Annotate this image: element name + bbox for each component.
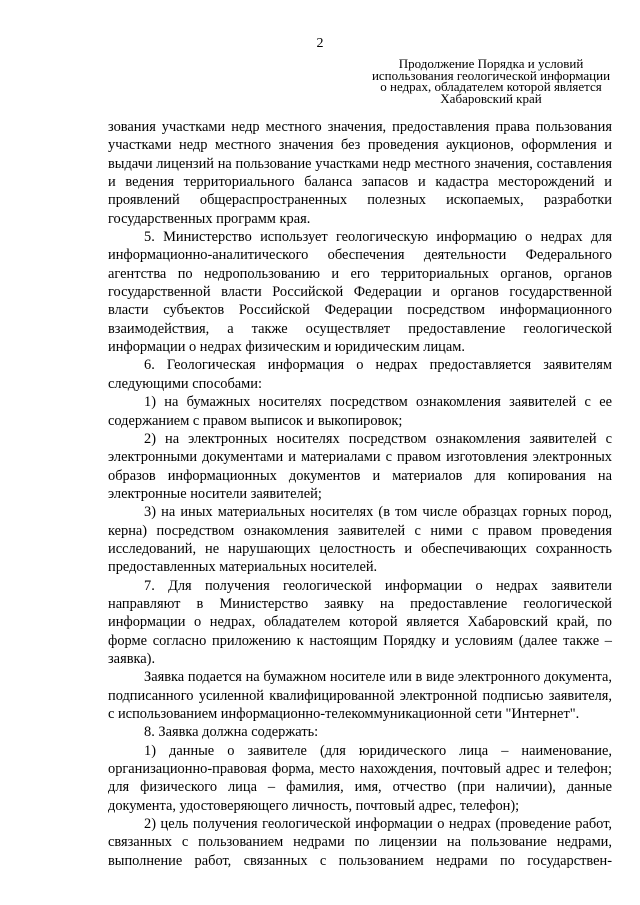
paragraph-subitem-6-3: 3) на иных материальных носителях (в том числе образцах горных пород, керна) посредством ознакомления заявителей с ними с правом проведения исследований, не нарушающих целостность и обеспечивающих сохранность предоставленных материальных носителей. [108, 504, 612, 576]
paragraph-item-5: 5. Министерство использует геологическую информацию о недрах для информационно-аналитического обеспечения деятельности Федерального агентства по недропользованию и его территориальных органов, органов государственной власти Российской Федерации и органов государственной власти субъектов Российской Федерации посредством информационного взаимодействия, а также осуществляет предоставление геологической информации о недрах физическим и юридическим лицам. [108, 229, 612, 356]
paragraph-subitem-8-1: 1) данные о заявителе (для юридического лица – наименование, организационно-правовая форма, место нахождения, почтовый адрес и телефон; для физического лица – фамилия, имя, отчество (при наличии), данные документа, удостоверяющего личность, почтовый адрес, телефон); [108, 742, 612, 814]
paragraph-subitem-6-2: 2) на электронных носителях посредством ознакомления заявителей с электронными документами и материалами с правом изготовления электронных образов информационных документов и материалов для копирования на электронные носители заявителей; [108, 430, 612, 502]
paragraph-continuation: зования участками недр местного значения, предоставления права пользования участками недр местного значения без проведения аукционов, оформления и выдачи лицензий на пользование участками недр местного значения, составления и ведения территориального баланса запасов и кадастра месторождений и проявлений общераспространенных полезных ископаемых, разработки государственных программ края. [108, 119, 612, 227]
header-line: Продолжение Порядка и условий [398, 56, 584, 71]
header-line: использования геологической информации [371, 67, 611, 83]
paragraph-item-8: 8. Заявка должна содержать: [144, 724, 319, 741]
paragraph-subitem-6-1: 1) на бумажных носителях посредством ознакомления заявителей с ее содержанием с правом выписок и выкопировок; [108, 394, 612, 429]
page-number: 2 [316, 36, 324, 51]
header-line: Хабаровский край [440, 90, 542, 106]
document-body [108, 118, 612, 870]
paragraph-application-note: Заявка подается на бумажном носителе или в виде электронного документа, подписанного усиленной квалифицированной электронной подписью заявителя, с использованием информационно-телекоммуникационной сети "Интернет". [108, 669, 612, 722]
paragraph-item-7: 7. Для получения геологической информации о недрах заявители направляют в Министерство заявку на предоставление геологической информации о недрах, обладателем которой является Хабаровский край, по форме согласно приложению к настоящим Порядку и условиям (далее также – заявка). [108, 577, 612, 667]
document-header [355, 58, 627, 104]
header-line: о недрах, обладателем которой является [380, 79, 602, 94]
paragraph-subitem-8-2: 2) цель получения геологической информации о недрах (проведение работ, связанных с пользованием недрами по лицензии на пользование недрами, выполнение работ, связанных с пользованием недрами по государствен- [108, 816, 612, 869]
paragraph-item-6: 6. Геологическая информация о недрах предоставляется заявителям следующими способами: [108, 357, 612, 392]
